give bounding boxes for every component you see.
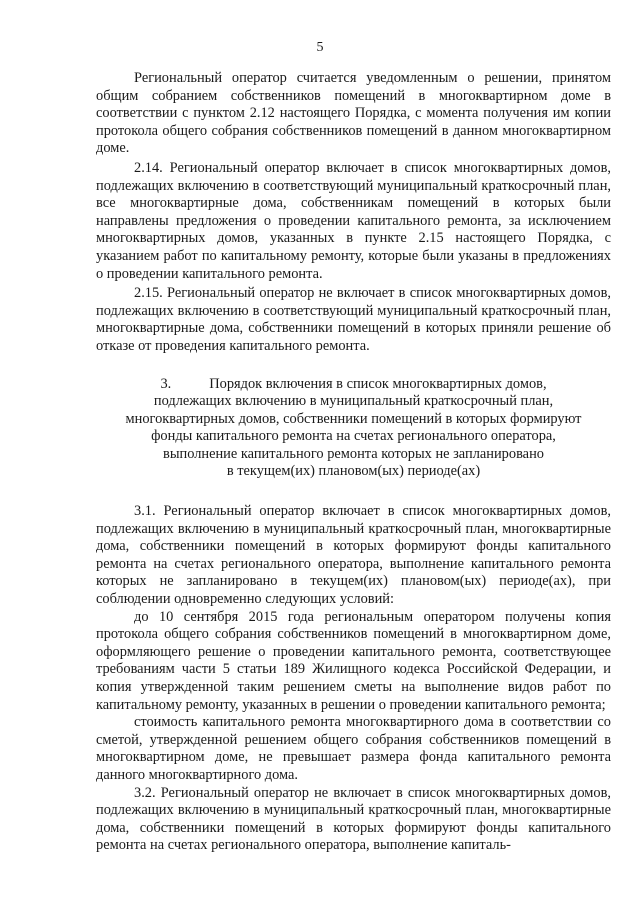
paragraph-condition-2: стоимость капитального ремонта многоквартирного дома в соответствии со сметой, утвержденной решением общего собрания собственников помещений в многоквартирном доме, не превышает размера фонда капитального ремонта данного многоквартирного дома.: [96, 714, 611, 783]
section-3-title-line-1: 3. Порядок включения в список многоквартирных домов,: [160, 375, 547, 392]
page-number: 5: [316, 40, 324, 55]
paragraph-notification: Региональный оператор считается уведомленным о решении, принятом общим собранием собственников помещений в многоквартирном доме в соответствии с пунктом 2.12 настоящего Порядка, с момента получения им копии протокола общего собрания собственников помещений в данном многоквартирном доме.: [96, 70, 611, 157]
paragraph-3-2: 3.2. Региональный оператор не включает в список многоквартирных домов, подлежащих включению в муниципальный краткосрочный план, многоквартирные дома, собственники помещений в которых формируют фонды капитального ремонта на счетах регионального оператора, выполнение капиталь-: [96, 784, 611, 854]
paragraph-condition-1: до 10 сентября 2015 года региональным оператором получены копия протокола общего собрания собственников помещений в многоквартирном доме, оформляющего решение о проведении капитального ремонта, соответствующее требованиям части 5 статьи 189 Жилищного кодекса Российской Федерации, и копия утвержденной таким решением сметы на выполнение видов работ по капитальному ремонту, указанных в решении о проведении капитального ремонта;: [96, 608, 611, 713]
document-body: [96, 70, 611, 855]
section-3-title-line-4: фонды капитального ремонта на счетах регионального оператора,: [151, 428, 556, 445]
paragraph-3-1: 3.1. Региональный оператор включает в список многоквартирных домов, подлежащих включению в муниципальный краткосрочный план, многоквартирные дома, собственники помещений в которых формируют фонды капитального ремонта на счетах регионального оператора, выполнение капитального ремонта которых не запланировано в текущем(их) плановом(ых) периоде(ах), при соблюдении одновременно следующих условий:: [96, 503, 611, 608]
section-3-title-line-5: выполнение капитального ремонта которых не запланировано: [163, 445, 544, 462]
paragraph-2-14: 2.14. Региональный оператор включает в список многоквартирных домов, подлежащих включению в соответствующий муниципальный краткосрочный план, все многоквартирные дома, собственникам помещений в которых были направлены предложения о проведении капитального ремонта, за исключением многоквартирных домов, указанных в пункте 2.15 настоящего Порядка, с указанием работ по капитальному ремонту, которые были указаны в предложениях о проведении капитального ремонта.: [96, 159, 611, 282]
section-3-title-line-6: в текущем(их) плановом(ых) периоде(ах): [226, 463, 481, 480]
section-3-heading: [96, 376, 611, 482]
section-3-title-line-2: подлежащих включению в муниципальный краткосрочный план,: [153, 393, 554, 410]
section-3-number: 3.: [160, 375, 172, 392]
paragraph-2-15: 2.15. Региональный оператор не включает в список многоквартирных домов, подлежащих включению в соответствующий муниципальный краткосрочный план, многоквартирные дома, собственники помещений в которых приняли решение об отказе от проведения капитального ремонта.: [96, 285, 611, 354]
section-3-title-line-3: многоквартирных домов, собственники помещений в которых формируют: [125, 410, 582, 427]
